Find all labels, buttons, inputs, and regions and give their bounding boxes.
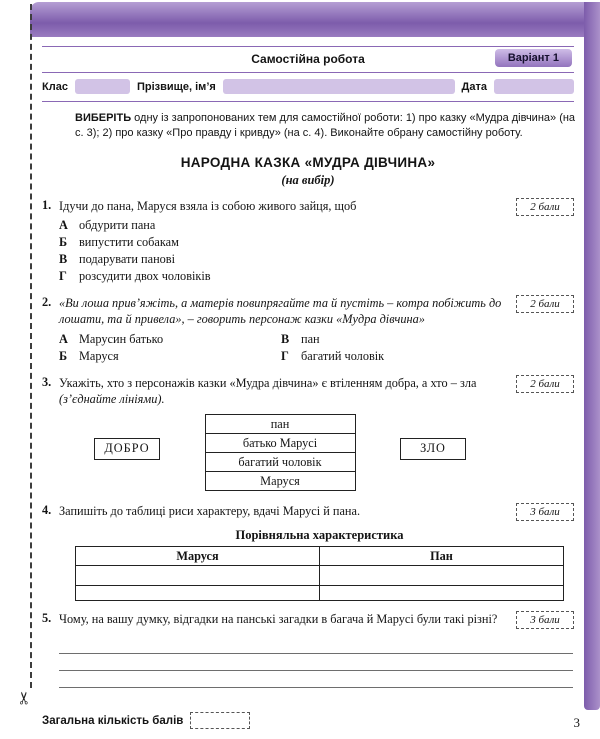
answer-lines: [59, 637, 573, 688]
option-text: обдурити пана: [79, 218, 156, 233]
question-2: [42, 295, 574, 365]
answer-cell[interactable]: [320, 586, 564, 601]
answer-cell[interactable]: [76, 566, 320, 586]
answer-cell[interactable]: [76, 586, 320, 601]
option-v[interactable]: [59, 251, 507, 268]
option-letter: А: [59, 331, 68, 346]
form-header: [42, 46, 574, 102]
answer-line[interactable]: [59, 637, 573, 654]
right-purple-bar: [584, 2, 600, 710]
date-field[interactable]: [494, 79, 574, 94]
question-text: Чому, на вашу думку, відгадки на панські загадки в багача й Марусі були такі різні?: [59, 612, 498, 627]
date-label: Дата: [461, 80, 487, 93]
answer-line[interactable]: [59, 654, 573, 671]
option-a[interactable]: [59, 331, 281, 348]
score-badge: 2 бали: [516, 198, 574, 216]
option-letter: Б: [59, 235, 68, 250]
character-cell[interactable]: пан: [205, 415, 355, 434]
question-text-note: (з’єднайте лініями).: [59, 391, 165, 406]
option-text: подарувати панові: [79, 252, 176, 267]
matching-diagram: [94, 414, 466, 491]
option-letter: А: [59, 218, 68, 233]
good-box[interactable]: ДОБРО: [94, 438, 160, 460]
question-5: [42, 611, 574, 629]
variant-badge: Варіант 1: [495, 49, 572, 67]
question-number: 1.: [42, 197, 52, 212]
comparison-table-title: Порівняльна характеристика: [235, 528, 404, 543]
question-quote: «Ви лоша прив’яжіть, а матерів повипрягайте та й пустіть – котра побіжить до лошати, та й привела», – говорить персонаж казки «Мудра дівчина»: [59, 296, 502, 327]
option-a[interactable]: [59, 217, 507, 234]
question-number: 2.: [42, 295, 52, 309]
question-number: 5.: [42, 611, 52, 626]
option-text: Марусин батько: [79, 331, 164, 346]
evil-box[interactable]: ЗЛО: [400, 438, 466, 460]
total-score-field[interactable]: [190, 712, 250, 729]
option-g[interactable]: [281, 348, 507, 365]
page-number: 3: [573, 715, 580, 730]
option-g[interactable]: [59, 268, 507, 285]
option-letter: В: [59, 252, 68, 267]
scissors-icon: ✂: [15, 690, 36, 706]
cut-dashed-line: [30, 4, 32, 688]
intro-text: одну із запропонованих тем для самостійної роботи: 1) про казку «Мудра дівчина» (на с. 3); 2) про казку «Про правду і кривду» (на с. 4). Виконайте обрану самостійну роботу.: [75, 112, 576, 140]
option-letter: В: [281, 331, 290, 346]
total-score-row: [42, 712, 574, 729]
class-label: Клас: [42, 80, 68, 93]
question-number: 3.: [42, 374, 52, 389]
page-content: [42, 46, 574, 729]
score-badge: 3 бали: [516, 611, 574, 629]
name-field[interactable]: [223, 79, 455, 94]
question-number: 4.: [42, 503, 52, 518]
option-b[interactable]: [59, 234, 507, 251]
total-score-label: Загальна кількість балів: [42, 714, 184, 727]
option-b[interactable]: [59, 348, 281, 365]
question-text: Запишіть до таблиці риси характеру, вдачі Марусі й пана.: [59, 504, 361, 519]
top-purple-bar: [30, 2, 600, 37]
option-letter: Б: [59, 348, 68, 363]
header-row-title: [42, 47, 574, 73]
question-2-options: [59, 331, 507, 365]
character-cell[interactable]: батько Марусі: [205, 434, 355, 453]
question-1-options: [59, 217, 507, 285]
answer-line[interactable]: [59, 671, 573, 688]
option-v[interactable]: [281, 331, 507, 348]
option-text: пан: [301, 331, 320, 346]
name-label: Прізвище, ім’я: [136, 80, 216, 93]
character-cell[interactable]: Маруся: [205, 472, 355, 491]
question-text: Ідучи до пана, Маруся взяла із собою живого зайця, щоб: [59, 198, 357, 213]
question-1: [42, 198, 574, 285]
option-text: багатий чоловік: [301, 348, 385, 363]
column-header-pan: Пан: [320, 547, 564, 566]
option-letter: Г: [281, 348, 289, 363]
header-row-fields: [42, 73, 574, 102]
score-badge: 3 бали: [516, 503, 574, 521]
option-text: Маруся: [79, 348, 119, 363]
option-letter: Г: [59, 269, 67, 284]
intro-lead: ВИБЕРІТЬ: [75, 112, 132, 124]
work-type-title: Самостійна робота: [251, 52, 365, 66]
worksheet-subtitle: (на вибір): [281, 172, 335, 187]
option-text: розсудити двох чоловіків: [79, 269, 211, 284]
option-text: випустити собакам: [79, 235, 179, 250]
question-4: [42, 503, 574, 521]
question-3: [42, 375, 574, 494]
class-field[interactable]: [75, 79, 130, 94]
question-text-main: Укажіть, хто з персонажів казки «Мудра дівчина» є втіленням добра, а хто – зла: [59, 375, 477, 390]
column-header-marusya: Маруся: [76, 547, 320, 566]
character-cell[interactable]: багатий чоловік: [205, 453, 355, 472]
answer-cell[interactable]: [320, 566, 564, 586]
characters-table: [205, 414, 356, 491]
score-badge: 2 бали: [516, 295, 574, 313]
comparison-table: [75, 546, 564, 601]
worksheet-title: НАРОДНА КАЗКА «МУДРА ДІВЧИНА»: [180, 154, 436, 170]
score-badge: 2 бали: [516, 375, 574, 393]
intro-paragraph: [75, 111, 577, 142]
question-text: [59, 375, 507, 408]
